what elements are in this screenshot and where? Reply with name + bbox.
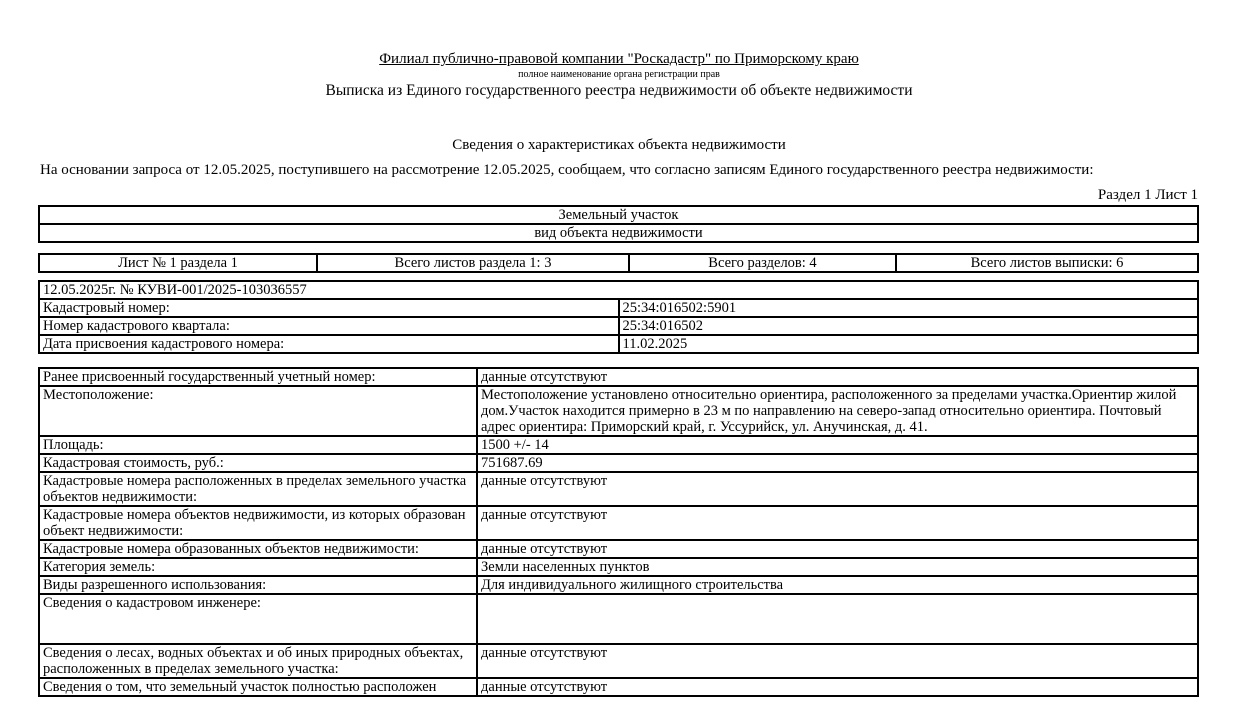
table-row	[39, 436, 1198, 454]
row-value: 11.02.2025	[619, 335, 1199, 353]
row-value: Земли населенных пунктов	[477, 558, 1198, 576]
sheet-reference: Раздел 1 Лист 1	[1097, 187, 1198, 203]
table-row	[39, 317, 1198, 335]
row-value: данные отсутствуют	[477, 644, 1198, 678]
document-title: Выписка из Единого государственного реестра недвижимости об объекте недвижимости	[325, 82, 913, 99]
sheet-info-table	[38, 253, 1199, 273]
row-value: данные отсутствуют	[477, 678, 1198, 696]
table-row	[39, 386, 1198, 436]
object-type: Земельный участок	[39, 206, 1198, 224]
row-value: данные отсутствуют	[477, 540, 1198, 558]
row-label: Номер кадастрового квартала:	[39, 317, 619, 335]
row-label: Дата присвоения кадастрового номера:	[39, 335, 619, 353]
table-row	[39, 368, 1198, 386]
row-label: Сведения о кадастровом инженере:	[39, 594, 477, 644]
object-type-table	[38, 205, 1199, 243]
row-label: Площадь:	[39, 436, 477, 454]
table-row	[39, 644, 1198, 678]
organization-name: Филиал публично-правовой компании "Роскадастр" по Приморскому краю	[379, 51, 859, 67]
section-title: Сведения о характеристиках объекта недвижимости	[452, 137, 786, 153]
table-row	[39, 576, 1198, 594]
row-label: Сведения о том, что земельный участок полностью расположен	[39, 678, 477, 696]
table-row	[39, 472, 1198, 506]
total-sheets-count: Всего листов выписки: 6	[896, 254, 1198, 272]
row-label: Кадастровые номера расположенных в пределах земельного участка объектов недвижимости:	[39, 472, 477, 506]
row-value: Местоположение установлено относительно ориентира, расположенного за пределами участка.Ориентир жилой дом.Участок находится примерно в 23 м по направлению на северо-запад относительно ориентира. Почтовый адрес ориентира: Приморский край, г. Уссурийск, ул. Анучинская, д. 41.	[477, 386, 1198, 436]
table-row	[39, 506, 1198, 540]
table-row	[39, 540, 1198, 558]
object-type-caption: вид объекта недвижимости	[39, 224, 1198, 242]
row-label: Местоположение:	[39, 386, 477, 436]
table-row	[39, 594, 1198, 644]
row-value: данные отсутствуют	[477, 368, 1198, 386]
record-table	[38, 280, 1199, 354]
record-date-number: 12.05.2025г. № КУВИ-001/2025-103036557	[39, 281, 1198, 299]
table-row	[39, 558, 1198, 576]
row-label: Виды разрешенного использования:	[39, 576, 477, 594]
details-table	[38, 367, 1199, 697]
row-label: Сведения о лесах, водных объектах и об иных природных объектах, расположенных в пределах земельного участка:	[39, 644, 477, 678]
row-label: Кадастровые номера объектов недвижимости, из которых образован объект недвижимости:	[39, 506, 477, 540]
row-value: данные отсутствуют	[477, 506, 1198, 540]
row-value: 751687.69	[477, 454, 1198, 472]
row-value: 25:34:016502:5901	[619, 299, 1199, 317]
row-value: данные отсутствуют	[477, 472, 1198, 506]
organization-caption: полное наименование органа регистрации прав	[518, 69, 720, 80]
intro-text: На основании запроса от 12.05.2025, поступившего на рассмотрение 12.05.2025, сообщаем, что согласно записям Единого государственного реестра недвижимости:	[40, 162, 1094, 178]
row-value	[477, 594, 1198, 644]
sections-count: Всего разделов: 4	[629, 254, 896, 272]
table-row	[39, 454, 1198, 472]
row-label: Кадастровые номера образованных объектов недвижимости:	[39, 540, 477, 558]
row-value: 25:34:016502	[619, 317, 1199, 335]
sheet-number: Лист № 1 раздела 1	[39, 254, 317, 272]
row-label: Ранее присвоенный государственный учетный номер:	[39, 368, 477, 386]
table-row	[39, 678, 1198, 696]
section-sheets-count: Всего листов раздела 1: 3	[317, 254, 629, 272]
row-value: 1500 +/- 14	[477, 436, 1198, 454]
table-row	[39, 335, 1198, 353]
table-row	[39, 299, 1198, 317]
row-label: Категория земель:	[39, 558, 477, 576]
row-label: Кадастровый номер:	[39, 299, 619, 317]
row-label: Кадастровая стоимость, руб.:	[39, 454, 477, 472]
row-value: Для индивидуального жилищного строительства	[477, 576, 1198, 594]
